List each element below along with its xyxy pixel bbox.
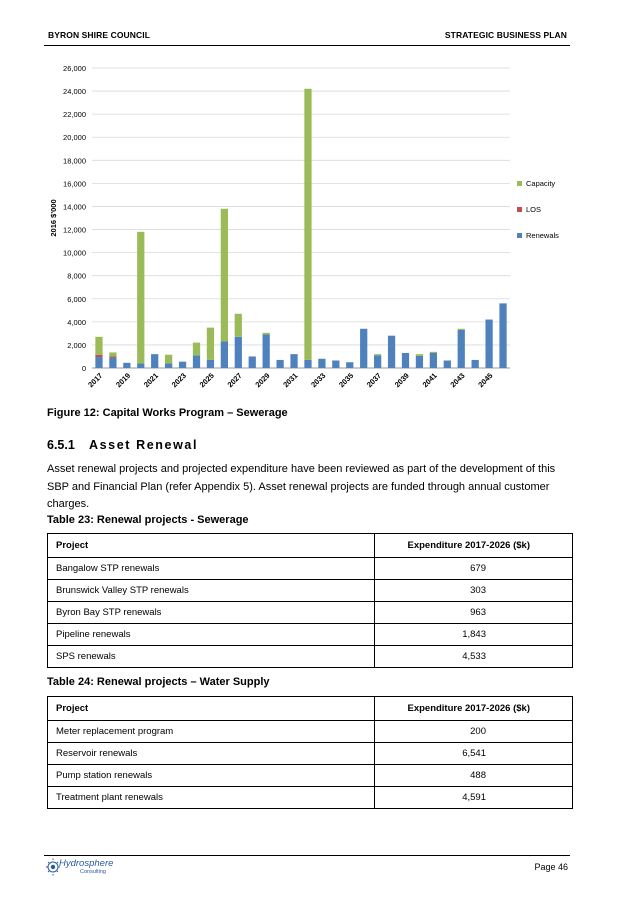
x-tick-label: 2029 (253, 371, 272, 390)
bar-capacity (221, 209, 228, 342)
y-tick-label: 22,000 (63, 110, 86, 120)
project-cell: Reservoir renewals (48, 743, 375, 765)
logo-wordmark: Hydrosphere (59, 858, 114, 869)
expenditure-cell: 488 (375, 765, 573, 787)
bar-renewals (304, 360, 311, 368)
table-23-caption: Table 23: Renewal projects - Sewerage (47, 514, 249, 526)
y-tick-label: 2,000 (67, 340, 86, 350)
x-tick-label: 2031 (281, 371, 300, 390)
expenditure-cell: 4,533 (375, 646, 573, 668)
project-cell: Bangalow STP renewals (48, 558, 375, 580)
capital-works-chart (44, 56, 574, 406)
x-tick-label: 2023 (169, 371, 188, 390)
column-header-project: Project (48, 697, 375, 721)
x-tick-label: 2039 (392, 371, 411, 390)
bar-renewals (276, 360, 283, 368)
bar-capacity (263, 333, 270, 335)
bar-renewals (346, 362, 353, 368)
table-row (48, 787, 573, 809)
y-tick-label: 16,000 (63, 179, 86, 189)
table-row (48, 765, 573, 787)
x-tick-label: 2043 (448, 371, 467, 390)
x-tick-label: 2019 (114, 371, 133, 390)
table-row (48, 558, 573, 580)
header-divider (44, 45, 570, 46)
bar-renewals (165, 363, 172, 368)
y-tick-label: 6,000 (67, 294, 86, 304)
table-row (48, 580, 573, 602)
bar-renewals (193, 355, 200, 368)
y-tick-label: 10,000 (63, 248, 86, 258)
bar-capacity (109, 352, 116, 356)
bar-capacity (137, 232, 144, 364)
bar-renewals (485, 320, 492, 368)
section-title: Asset Renewal (89, 438, 199, 452)
project-cell: Brunswick Valley STP renewals (48, 580, 375, 602)
expenditure-cell: 200 (375, 721, 573, 743)
bar-capacity (165, 355, 172, 364)
legend-swatch (517, 181, 522, 186)
x-tick-label: 2033 (309, 371, 328, 390)
bar-renewals (332, 361, 339, 369)
y-tick-label: 18,000 (63, 156, 86, 166)
bar-renewals (95, 357, 102, 368)
table-row (48, 646, 573, 668)
y-tick-label: 26,000 (63, 64, 86, 73)
y-tick-label: 4,000 (67, 317, 86, 327)
bar-renewals (318, 359, 325, 368)
bar-renewals (235, 337, 242, 368)
table-header-row (48, 534, 573, 558)
footer-divider (44, 855, 570, 856)
section-number: 6.5.1 (47, 438, 75, 452)
bar-los (109, 356, 116, 357)
bar-renewals (137, 363, 144, 368)
x-tick-label: 2017 (86, 371, 105, 390)
logo-subtitle: Consulting (80, 869, 106, 875)
bar-renewals (444, 361, 451, 369)
header-document-title: STRATEGIC BUSINESS PLAN (444, 30, 567, 40)
project-cell: Pipeline renewals (48, 624, 375, 646)
bar-los (95, 355, 102, 357)
expenditure-cell: 6,541 (375, 743, 573, 765)
bar-capacity (193, 343, 200, 356)
legend-label: Capacity (526, 179, 556, 188)
y-tick-label: 14,000 (63, 202, 86, 212)
bar-renewals (249, 356, 256, 368)
bar-renewals (360, 329, 367, 368)
table-sewerage-renewals (47, 533, 573, 668)
table-water-supply-renewals (47, 696, 573, 809)
bar-renewals (374, 355, 381, 368)
y-tick-label: 24,000 (63, 87, 86, 97)
bar-renewals (290, 354, 297, 368)
table-24-caption: Table 24: Renewal projects – Water Supply (47, 676, 270, 688)
column-header-project: Project (48, 534, 375, 558)
y-tick-label: 0 (81, 364, 86, 373)
table-row (48, 602, 573, 624)
y-tick-label: 12,000 (63, 225, 86, 235)
header-organisation: BYRON SHIRE COUNCIL (48, 30, 151, 40)
bar-renewals (416, 356, 423, 368)
expenditure-cell: 963 (375, 602, 573, 624)
table-row (48, 721, 573, 743)
bar-renewals (221, 341, 228, 368)
bar-capacity (235, 314, 242, 337)
bar-renewals (207, 360, 214, 368)
bar-capacity (207, 328, 214, 360)
bar-renewals (388, 336, 395, 368)
table-row (48, 624, 573, 646)
project-cell: Meter replacement program (48, 721, 375, 743)
bar-renewals (499, 303, 506, 368)
project-cell: Pump station renewals (48, 765, 375, 787)
x-tick-label: 2037 (364, 371, 384, 390)
section-body: Asset renewal projects and projected expenditure have been reviewed as part of the development of this SBP and Financial Plan (refer Appendix 5). Asset renewal projects are funded through annual customer charges. (47, 463, 556, 510)
bar-renewals (458, 330, 465, 368)
bar-renewals (109, 358, 116, 368)
y-tick-label: 20,000 (63, 133, 86, 143)
legend-label: Renewals (526, 231, 559, 240)
legend-swatch (517, 207, 522, 212)
x-tick-label: 2045 (476, 371, 495, 390)
chart-canvas (44, 56, 574, 406)
x-tick-label: 2021 (141, 371, 161, 390)
page-number: Page 46 (534, 862, 568, 872)
expenditure-cell: 303 (375, 580, 573, 602)
table-header-row (48, 697, 573, 721)
bar-capacity (374, 354, 381, 355)
section-heading (47, 438, 198, 452)
project-cell: Byron Bay STP renewals (48, 602, 375, 624)
x-tick-label: 2035 (337, 371, 356, 390)
legend-swatch (517, 233, 522, 238)
column-header-expenditure: Expenditure 2017-2026 ($k) (375, 697, 573, 721)
bar-renewals (402, 353, 409, 368)
bar-capacity (430, 352, 437, 353)
y-tick-label: 8,000 (67, 271, 86, 281)
x-tick-label: 2025 (197, 371, 216, 390)
expenditure-cell: 4,591 (375, 787, 573, 809)
x-tick-label: 2041 (420, 371, 439, 390)
table-row (48, 743, 573, 765)
bar-renewals (263, 335, 270, 368)
legend-label: LOS (526, 205, 542, 214)
column-header-expenditure: Expenditure 2017-2026 ($k) (375, 534, 573, 558)
bar-renewals (123, 363, 130, 368)
y-axis-label: 2016 $'000 (49, 199, 58, 237)
project-cell: SPS renewals (48, 646, 375, 668)
bar-capacity (416, 354, 423, 356)
bar-capacity (458, 329, 465, 330)
bar-capacity (95, 337, 102, 355)
bar-renewals (472, 360, 479, 368)
bar-renewals (151, 354, 158, 368)
bar-renewals (430, 353, 437, 368)
expenditure-cell: 1,843 (375, 624, 573, 646)
bar-capacity (304, 89, 311, 360)
x-tick-label: 2027 (225, 371, 244, 390)
expenditure-cell: 679 (375, 558, 573, 580)
figure-caption: Figure 12: Capital Works Program – Sewerage (47, 407, 288, 419)
bar-renewals (179, 362, 186, 368)
project-cell: Treatment plant renewals (48, 787, 375, 809)
